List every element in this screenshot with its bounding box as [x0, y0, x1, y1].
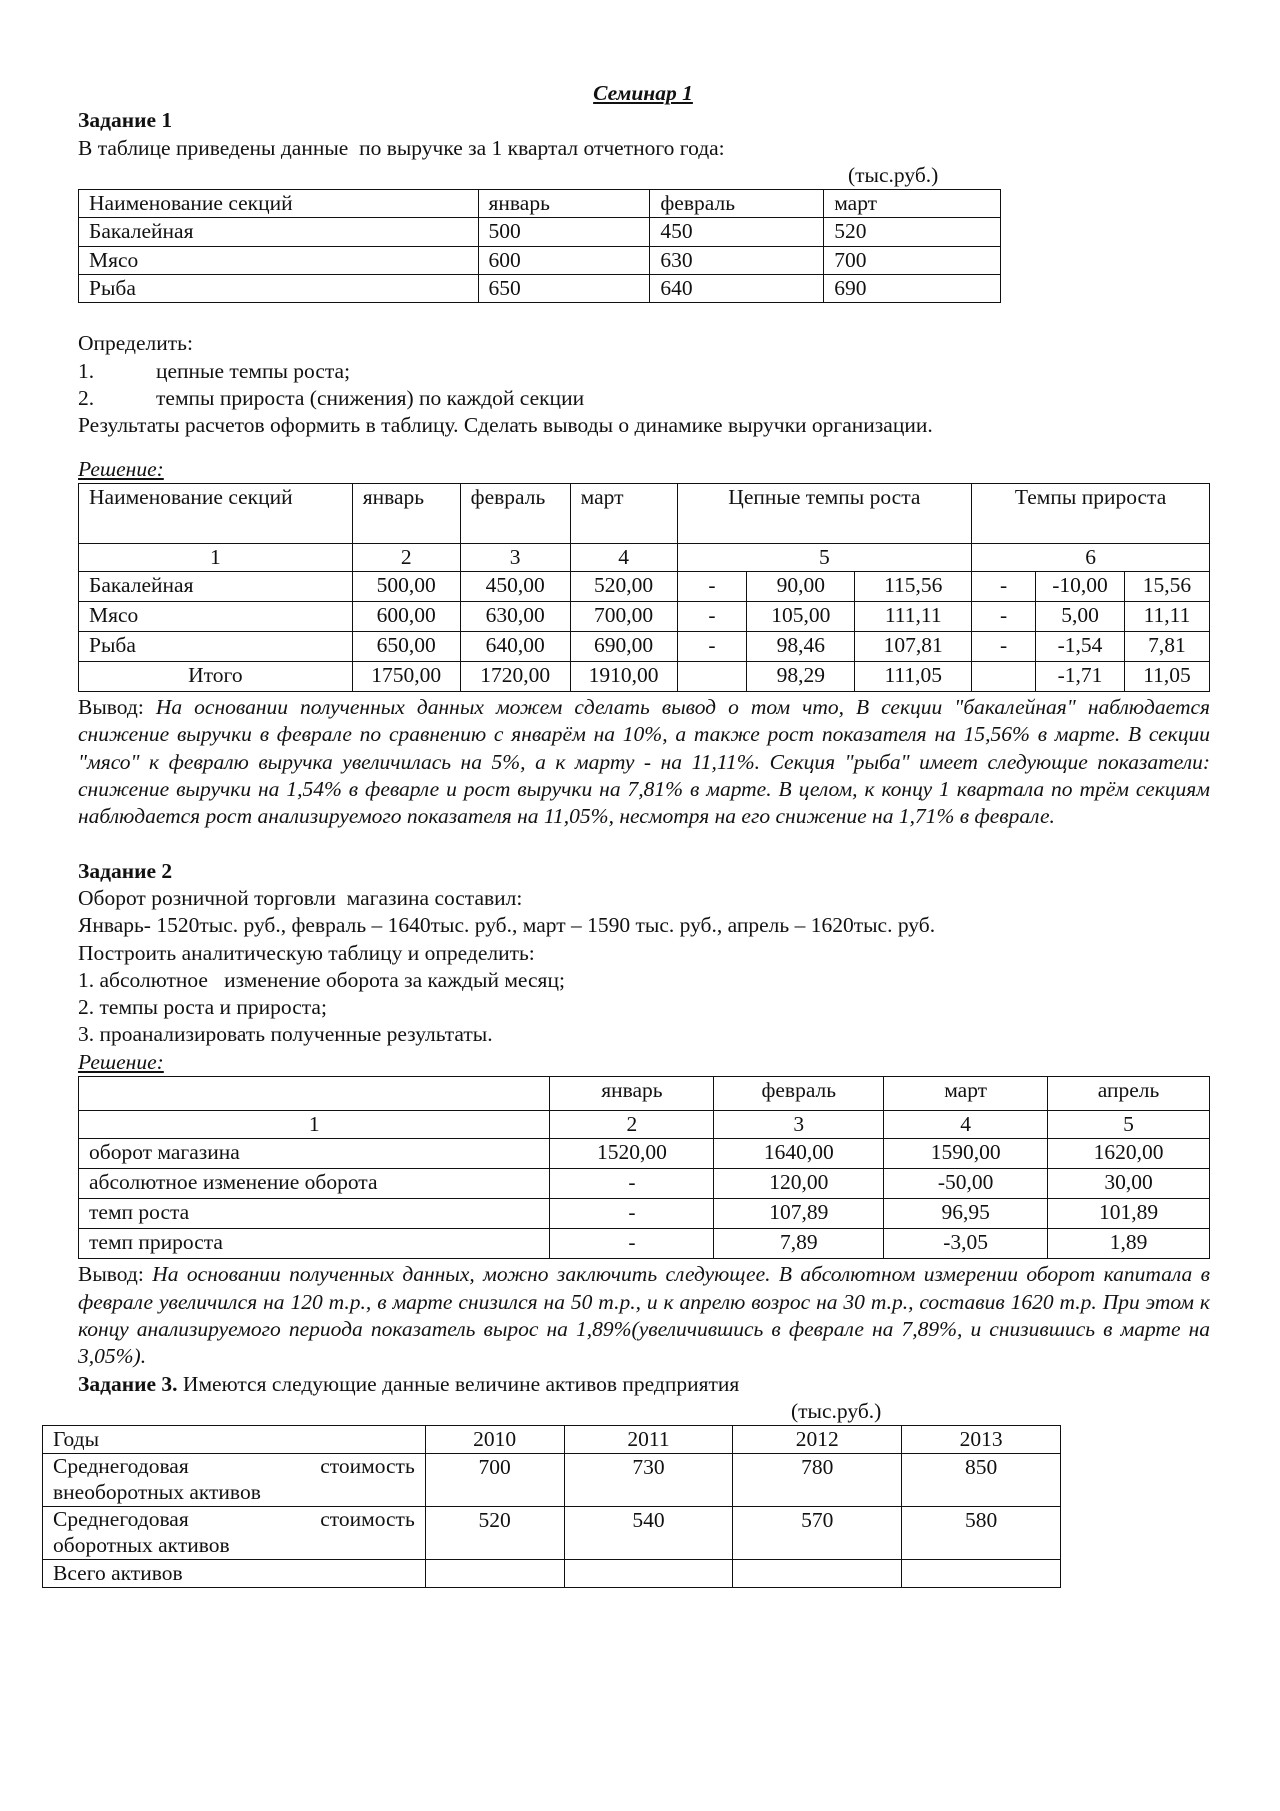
table-cell: -1,54 — [1036, 632, 1125, 662]
determine-label: Определить: — [78, 331, 193, 356]
header-cell: 2010 — [425, 1426, 564, 1454]
solution-label: Решение: — [78, 1049, 164, 1074]
table-cell: 98,29 — [747, 662, 855, 692]
task3-intro: Имеются следующие данные величине активов предприятия — [177, 1371, 740, 1396]
header-cell: 2012 — [733, 1426, 902, 1454]
header-cell: март — [824, 190, 1001, 218]
header-cell: 2011 — [564, 1426, 733, 1454]
table-cell: 650,00 — [352, 632, 460, 662]
table-cell: 1750,00 — [352, 662, 460, 692]
table-cell — [902, 1559, 1061, 1587]
header-cell: февраль — [460, 483, 570, 543]
table-cell: 1520,00 — [550, 1139, 714, 1169]
conclusion-label: Вывод: — [78, 695, 144, 720]
task3-unit: (тыс.руб.) — [791, 1398, 882, 1423]
header-cell: январь — [352, 483, 460, 543]
document-page — [53, 80, 1211, 1588]
number-cell: 4 — [570, 543, 677, 571]
table-cell: абсолютное изменение оборота — [79, 1169, 550, 1199]
header-cell: апрель — [1048, 1077, 1210, 1111]
table-cell: 780 — [733, 1454, 902, 1507]
header-cell: январь — [550, 1077, 714, 1111]
table-cell: Мясо — [79, 602, 353, 632]
table-cell: 630,00 — [460, 602, 570, 632]
table-cell: 450 — [650, 218, 824, 246]
table-cell: 450,00 — [460, 572, 570, 602]
table-cell: -1,71 — [1036, 662, 1125, 692]
table-header-row — [79, 190, 1001, 218]
table-row — [79, 1199, 1210, 1229]
task2-line: 3. проанализировать полученные результаты. — [78, 1022, 493, 1047]
table-cell: - — [677, 572, 747, 602]
number-cell: 2 — [550, 1111, 714, 1139]
table-cell — [972, 662, 1036, 692]
table-cell: 107,89 — [714, 1199, 884, 1229]
row-label-part: Среднегодовая — [53, 1506, 189, 1531]
table-cell: 630 — [650, 246, 824, 274]
table-cell: 105,00 — [747, 602, 855, 632]
table-cell: 111,11 — [855, 602, 972, 632]
table-row — [79, 632, 1210, 662]
table-cell: -10,00 — [1036, 572, 1125, 602]
table-cell — [425, 1559, 564, 1587]
table-cell: 640 — [650, 275, 824, 303]
task1-conclusion — [78, 694, 1210, 830]
table-cell: -50,00 — [884, 1169, 1048, 1199]
table-cell: 1620,00 — [1048, 1139, 1210, 1169]
revenue-table — [78, 189, 1001, 303]
task3-heading: Задание 3. — [78, 1371, 178, 1396]
table-cell: 650 — [478, 275, 650, 303]
number-cell: 6 — [972, 543, 1210, 571]
table-cell: 90,00 — [747, 572, 855, 602]
table-row — [79, 602, 1210, 632]
table-cell: 1,89 — [1048, 1229, 1210, 1259]
table-cell: 690,00 — [570, 632, 677, 662]
task1-heading: Задание 1 — [78, 108, 173, 133]
task2-conclusion — [78, 1261, 1210, 1370]
table-row — [79, 1229, 1210, 1259]
row-label-part: внеоборотных активов — [53, 1480, 261, 1505]
table-cell: темп роста — [79, 1199, 550, 1229]
row-label-part: оборотных активов — [53, 1532, 230, 1557]
table-cell: 700 — [425, 1454, 564, 1507]
table-cell: - — [677, 602, 747, 632]
row-label-part: Среднегодовая — [53, 1454, 189, 1479]
table-cell: 570 — [733, 1506, 902, 1559]
task1-unit: (тыс.руб.) — [848, 162, 939, 187]
conclusion-text: На основании полученных данных, можно заключить следующее. В абсолютном измерении оборот капитала в феврале увеличился на 120 т.р., в марте снизился на 50 т.р., и к апрелю возрос на 30 т.р., составив 1620 т.р. При этом к концу анализируемого периода показатель вырос на 1,89%(увеличившись в феврале на 7,89%, и снизившись в марте на 3,05%). — [78, 1262, 1211, 1369]
table-number-row — [79, 1111, 1210, 1139]
task2-heading: Задание 2 — [78, 858, 173, 883]
table-header-row — [79, 483, 1210, 543]
table-cell: 500 — [478, 218, 650, 246]
table-row — [43, 1559, 1061, 1587]
table-cell — [564, 1559, 733, 1587]
table-cell: 580 — [902, 1506, 1061, 1559]
table-cell: 101,89 — [1048, 1199, 1210, 1229]
table-cell: 700 — [824, 246, 1001, 274]
task2-line: 1. абсолютное изменение оборота за каждый месяц; — [78, 967, 565, 992]
number-cell: 4 — [884, 1111, 1048, 1139]
table-cell: 540 — [564, 1506, 733, 1559]
solution-table — [78, 483, 1210, 692]
list-number: 2. — [78, 385, 95, 410]
conclusion-label: Вывод: — [78, 1262, 144, 1287]
table-cell: - — [550, 1169, 714, 1199]
header-cell: Цепные темпы роста — [677, 483, 972, 543]
header-cell: Наименование секций — [79, 190, 479, 218]
number-cell: 5 — [1048, 1111, 1210, 1139]
assets-table — [42, 1425, 1061, 1588]
task2-line: Январь- 1520тыс. руб., февраль – 1640тыс. руб., март – 1590 тыс. руб., апрель – 1620тыс. руб. — [78, 913, 936, 938]
table-cell: темп прироста — [79, 1229, 550, 1259]
table-cell: 1590,00 — [884, 1139, 1048, 1169]
list-item — [78, 385, 1208, 412]
table-row — [79, 218, 1001, 246]
header-cell — [79, 1077, 550, 1111]
header-cell: февраль — [650, 190, 824, 218]
table-cell: Бакалейная — [79, 218, 479, 246]
table-cell: 500,00 — [352, 572, 460, 602]
table-cell: 640,00 — [460, 632, 570, 662]
table-cell: - — [972, 572, 1036, 602]
table-row — [43, 1454, 1061, 1507]
page-title: Семинар 1 — [593, 81, 693, 105]
table-cell: - — [677, 632, 747, 662]
table-cell: 1720,00 — [460, 662, 570, 692]
table-cell: Бакалейная — [79, 572, 353, 602]
task2-line: Построить аналитическую таблицу и определить: — [78, 940, 535, 965]
header-cell: март — [884, 1077, 1048, 1111]
header-cell: март — [570, 483, 677, 543]
table-cell — [733, 1559, 902, 1587]
table-cell: 107,81 — [855, 632, 972, 662]
table-cell: Всего активов — [43, 1559, 426, 1587]
list-text: темпы прироста (снижения) по каждой секции — [156, 385, 585, 410]
table-cell: - — [972, 602, 1036, 632]
table-cell: 520 — [824, 218, 1001, 246]
header-cell: 2013 — [902, 1426, 1061, 1454]
header-cell: Темпы прироста — [972, 483, 1210, 543]
table-cell: 690 — [824, 275, 1001, 303]
table-cell: 11,11 — [1124, 602, 1209, 632]
table-cell: 600,00 — [352, 602, 460, 632]
number-cell: 3 — [460, 543, 570, 571]
conclusion-text: На основании полученных данных можем сделать вывод о том что, В секции "бакалейная" наблюдается снижение выручки в феврале по сравнению с январём на 10%, а также рост показателя на 15,56% в марте. В секции "мясо" к февралю выручка увеличилась на 5%, а к марту - на 11,11%. Секция "рыба" имеет следующие показатели: снижение выручки на 1,54% в феварле и рост выручки на 7,81% в марте. В целом, к концу 1 квартала по трём секциям наблюдается рост анализируемого показателя на 11,05%, несмотря на его снижение на 1,71% в феврале. — [78, 695, 1211, 829]
table-header-row — [79, 1077, 1210, 1111]
table-row — [79, 572, 1210, 602]
table-row — [79, 246, 1001, 274]
table-cell: -3,05 — [884, 1229, 1048, 1259]
number-cell: 1 — [79, 1111, 550, 1139]
header-cell: Годы — [43, 1426, 426, 1454]
table-row — [79, 1139, 1210, 1169]
table-cell: Итого — [79, 662, 353, 692]
turnover-table — [78, 1076, 1210, 1259]
table-cell — [43, 1506, 426, 1559]
table-cell: 111,05 — [855, 662, 972, 692]
table-cell: 115,56 — [855, 572, 972, 602]
number-cell: 5 — [677, 543, 972, 571]
table-cell: 730 — [564, 1454, 733, 1507]
table-cell: 11,05 — [1124, 662, 1209, 692]
header-cell: февраль — [714, 1077, 884, 1111]
table-cell: 5,00 — [1036, 602, 1125, 632]
task2-line: Оборот розничной торговли магазина составил: — [78, 885, 523, 910]
table-cell: 850 — [902, 1454, 1061, 1507]
row-label-part: стоимость — [320, 1454, 415, 1479]
table-cell: - — [972, 632, 1036, 662]
table-row — [79, 1169, 1210, 1199]
table-cell: Рыба — [79, 632, 353, 662]
table-cell: 7,81 — [1124, 632, 1209, 662]
table-header-row — [43, 1426, 1061, 1454]
task1-intro: В таблице приведены данные по выручке за 1 квартал отчетного года: — [78, 135, 725, 160]
list-item — [78, 358, 1208, 385]
header-cell: январь — [478, 190, 650, 218]
table-cell: 520 — [425, 1506, 564, 1559]
solution-label: Решение: — [78, 456, 164, 481]
table-cell: Рыба — [79, 275, 479, 303]
table-cell: Мясо — [79, 246, 479, 274]
table-row — [79, 275, 1001, 303]
header-cell: Наименование секций — [79, 483, 353, 543]
table-cell: 96,95 — [884, 1199, 1048, 1229]
table-cell: 600 — [478, 246, 650, 274]
table-cell: 98,46 — [747, 632, 855, 662]
task1-instruction: Результаты расчетов оформить в таблицу. Сделать выводы о динамике выручки организации. — [78, 413, 933, 438]
list-text: цепные темпы роста; — [156, 358, 351, 383]
table-total-row — [79, 662, 1210, 692]
table-cell: оборот магазина — [79, 1139, 550, 1169]
table-cell: 1910,00 — [570, 662, 677, 692]
table-cell: 7,89 — [714, 1229, 884, 1259]
number-cell: 2 — [352, 543, 460, 571]
table-cell: 520,00 — [570, 572, 677, 602]
table-cell — [677, 662, 747, 692]
task2-line: 2. темпы роста и прироста; — [78, 995, 327, 1020]
table-cell: 15,56 — [1124, 572, 1209, 602]
number-cell: 1 — [79, 543, 353, 571]
table-cell: - — [550, 1199, 714, 1229]
table-cell — [43, 1454, 426, 1507]
table-cell: 30,00 — [1048, 1169, 1210, 1199]
table-row — [43, 1506, 1061, 1559]
list-number: 1. — [78, 358, 95, 383]
number-cell: 3 — [714, 1111, 884, 1139]
row-label-part: стоимость — [320, 1506, 415, 1531]
task3-intro-line — [78, 1371, 1208, 1398]
table-cell: 120,00 — [714, 1169, 884, 1199]
table-cell: 700,00 — [570, 602, 677, 632]
table-number-row — [79, 543, 1210, 571]
table-cell: - — [550, 1229, 714, 1259]
table-cell: 1640,00 — [714, 1139, 884, 1169]
